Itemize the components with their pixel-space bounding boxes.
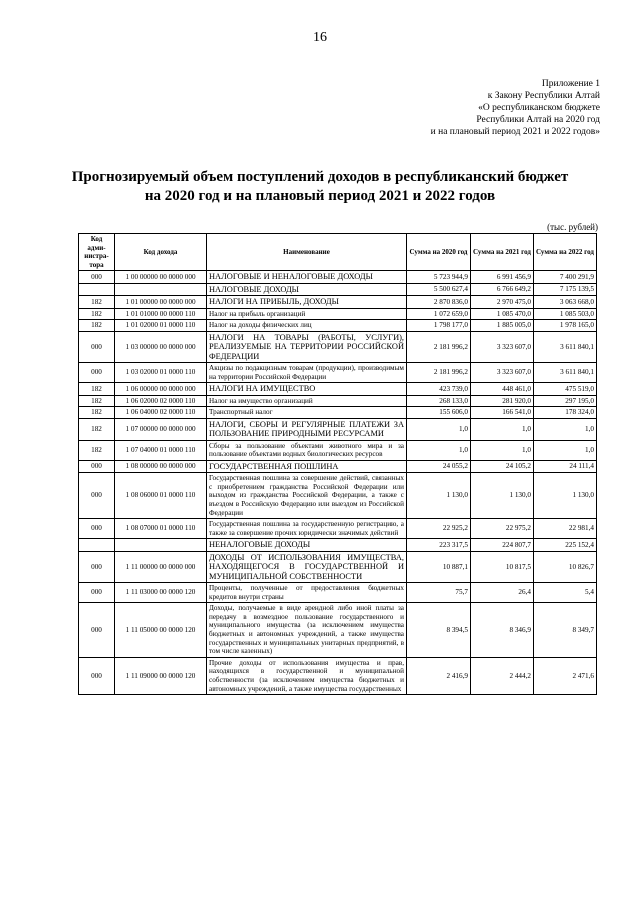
cell-income-code: 1 01 02000 01 0000 110: [115, 320, 207, 332]
cell-income-code: 1 11 00000 00 0000 000: [115, 551, 207, 582]
cell-admin-code: 000: [79, 271, 115, 283]
cell-sum-2021: 22 975,2: [471, 519, 534, 539]
cell-sum-2021: 6 766 649,2: [471, 283, 534, 295]
cell-name: Акцизы по подакцизным товарам (продукции), производимым на территории Российской Федерации: [207, 363, 407, 383]
appendix-line: и на плановый период 2021 и 2022 годов»: [430, 127, 600, 137]
cell-income-code: 1 03 02000 01 0000 110: [115, 363, 207, 383]
cell-sum-2022: 3 611 840,1: [534, 363, 597, 383]
cell-sum-2022: 5,4: [534, 582, 597, 602]
table-row: [79, 539, 597, 551]
cell-name: Налог на доходы физических лиц: [207, 320, 407, 332]
cell-sum-2021: 1 085 470,0: [471, 308, 534, 320]
cell-sum-2020: 2 416,9: [407, 657, 471, 694]
cell-sum-2022: 1,0: [534, 418, 597, 440]
table-row: [79, 331, 597, 362]
cell-name: НЕНАЛОГОВЫЕ ДОХОДЫ: [207, 539, 407, 551]
cell-sum-2020: 75,7: [407, 582, 471, 602]
cell-income-code: 1 00 00000 00 0000 000: [115, 271, 207, 283]
cell-sum-2020: 2 870 836,0: [407, 296, 471, 308]
cell-income-code: 1 01 00000 00 0000 000: [115, 296, 207, 308]
table-row: [79, 363, 597, 383]
cell-admin-code: 182: [79, 308, 115, 320]
cell-sum-2021: 166 541,0: [471, 407, 534, 419]
cell-sum-2022: 225 152,4: [534, 539, 597, 551]
cell-admin-code: 000: [79, 363, 115, 383]
table-row: [79, 418, 597, 440]
appendix-line: Республики Алтай на 2020 год: [476, 115, 600, 125]
cell-sum-2022: 1 085 503,0: [534, 308, 597, 320]
cell-sum-2022: 10 826,7: [534, 551, 597, 582]
cell-admin-code: [79, 539, 115, 551]
cell-sum-2022: 3 611 840,1: [534, 331, 597, 362]
table-row: [79, 582, 597, 602]
cell-admin-code: 000: [79, 657, 115, 694]
cell-income-code: 1 01 01000 00 0000 110: [115, 308, 207, 320]
appendix-line: «О республиканском бюджете: [478, 103, 600, 113]
cell-income-code: 1 08 00000 00 0000 000: [115, 460, 207, 472]
cell-sum-2022: 7 400 291,9: [534, 271, 597, 283]
cell-sum-2021: 6 991 456,9: [471, 271, 534, 283]
cell-sum-2020: 22 925,2: [407, 519, 471, 539]
cell-admin-code: 000: [79, 603, 115, 658]
cell-admin-code: 182: [79, 320, 115, 332]
cell-name: НАЛОГИ НА ИМУЩЕСТВО: [207, 383, 407, 395]
cell-income-code: 1 06 00000 00 0000 000: [115, 383, 207, 395]
cell-sum-2021: 1,0: [471, 440, 534, 460]
cell-sum-2022: 178 324,0: [534, 407, 597, 419]
cell-sum-2020: 1 798 177,0: [407, 320, 471, 332]
cell-income-code: 1 06 02000 02 0000 110: [115, 395, 207, 407]
cell-admin-code: 000: [79, 460, 115, 472]
cell-sum-2022: 1 130,0: [534, 473, 597, 519]
cell-name: Сборы за пользование объектами животного мира и за пользование объектами водных биологических ресурсов: [207, 440, 407, 460]
document-title: [60, 168, 580, 206]
page-number: 16: [313, 30, 327, 45]
cell-admin-code: 000: [79, 473, 115, 519]
cell-income-code: [115, 539, 207, 551]
cell-admin-code: 182: [79, 418, 115, 440]
header-income-code: Код дохода: [115, 234, 207, 271]
cell-income-code: 1 11 09000 00 0000 120: [115, 657, 207, 694]
table-row: [79, 283, 597, 295]
title-line: на 2020 год и на плановый период 2021 и 2022 годов: [144, 188, 496, 204]
table-row: [79, 296, 597, 308]
cell-sum-2020: 24 055,2: [407, 460, 471, 472]
cell-sum-2022: 1 978 165,0: [534, 320, 597, 332]
cell-admin-code: 182: [79, 383, 115, 395]
cell-sum-2021: 2 970 475,0: [471, 296, 534, 308]
cell-sum-2021: 1 885 005,0: [471, 320, 534, 332]
cell-sum-2021: 1,0: [471, 418, 534, 440]
cell-sum-2020: 8 394,5: [407, 603, 471, 658]
cell-sum-2020: 155 606,0: [407, 407, 471, 419]
appendix-line: к Закону Республики Алтай: [487, 91, 600, 101]
cell-admin-code: 000: [79, 519, 115, 539]
cell-sum-2021: 224 807,7: [471, 539, 534, 551]
cell-admin-code: 182: [79, 296, 115, 308]
cell-sum-2020: 2 181 996,2: [407, 363, 471, 383]
cell-income-code: 1 07 00000 00 0000 000: [115, 418, 207, 440]
table-row: [79, 440, 597, 460]
cell-sum-2021: 3 323 607,0: [471, 331, 534, 362]
table-row: [79, 320, 597, 332]
cell-sum-2020: 223 317,5: [407, 539, 471, 551]
table-row: [79, 657, 597, 694]
cell-sum-2021: 2 444,2: [471, 657, 534, 694]
cell-sum-2022: 22 981,4: [534, 519, 597, 539]
units-label: (тыс. рублей): [547, 222, 598, 232]
table-row: [79, 271, 597, 283]
cell-name: НАЛОГОВЫЕ ДОХОДЫ: [207, 283, 407, 295]
cell-sum-2022: 297 195,0: [534, 395, 597, 407]
cell-sum-2022: 8 349,7: [534, 603, 597, 658]
cell-name: НАЛОГИ НА ТОВАРЫ (РАБОТЫ, УСЛУГИ), РЕАЛИЗУЕМЫЕ НА ТЕРРИТОРИИ РОССИЙСКОЙ ФЕДЕРАЦИИ: [207, 331, 407, 362]
header-sum-2020: Сумма на 2020 год: [407, 234, 471, 271]
cell-sum-2020: 1,0: [407, 440, 471, 460]
cell-sum-2020: 1 072 659,0: [407, 308, 471, 320]
cell-sum-2020: 2 181 996,2: [407, 331, 471, 362]
cell-name: Прочие доходы от использования имущества и прав, находящихся в государственной и муниципальной собственности (за исключением имущества бюджетных и автономных учреждений, а также имущества государственных: [207, 657, 407, 694]
cell-sum-2021: 281 920,0: [471, 395, 534, 407]
cell-admin-code: 182: [79, 395, 115, 407]
cell-income-code: 1 08 07000 01 0000 110: [115, 519, 207, 539]
cell-name: Государственная пошлина за совершение действий, связанных с приобретением гражданства Российской Федерации или выходом из гражданства Российской Федерации, а также с въездом в Российскую Федерацию или выездом из Российской Федерации: [207, 473, 407, 519]
table-row: [79, 407, 597, 419]
header-sum-2021: Сумма на 2021 год: [471, 234, 534, 271]
cell-admin-code: 182: [79, 440, 115, 460]
cell-income-code: 1 07 04000 01 0000 110: [115, 440, 207, 460]
cell-name: ГОСУДАРСТВЕННАЯ ПОШЛИНА: [207, 460, 407, 472]
cell-sum-2022: 7 175 139,5: [534, 283, 597, 295]
cell-income-code: 1 11 05000 00 0000 120: [115, 603, 207, 658]
cell-income-code: 1 08 06000 01 0000 110: [115, 473, 207, 519]
cell-sum-2021: 10 817,5: [471, 551, 534, 582]
cell-sum-2022: 1,0: [534, 440, 597, 460]
table-header-row: [79, 234, 597, 271]
cell-sum-2022: 475 519,0: [534, 383, 597, 395]
table-row: [79, 551, 597, 582]
cell-sum-2022: 3 063 668,0: [534, 296, 597, 308]
cell-sum-2020: 5 500 627,4: [407, 283, 471, 295]
cell-name: Проценты, полученные от предоставления бюджетных кредитов внутри страны: [207, 582, 407, 602]
table-row: [79, 383, 597, 395]
cell-name: Налог на прибыль организаций: [207, 308, 407, 320]
title-line: Прогнозируемый объем поступлений доходов в республиканский бюджет: [71, 169, 569, 185]
table-row: [79, 308, 597, 320]
cell-sum-2020: 1,0: [407, 418, 471, 440]
cell-sum-2021: 3 323 607,0: [471, 363, 534, 383]
appendix-block: [431, 78, 600, 138]
cell-sum-2021: 26,4: [471, 582, 534, 602]
cell-sum-2021: 24 105,2: [471, 460, 534, 472]
cell-name: Доходы, получаемые в виде арендной либо иной платы за передачу в возмездное пользование государственного и муниципального имущества (за исключением имущества бюджетных и автономных учреждений, а также имущества государственных и муниципальных унитарных предприятий, в том числе казенных): [207, 603, 407, 658]
cell-income-code: 1 11 03000 00 0000 120: [115, 582, 207, 602]
cell-name: НАЛОГОВЫЕ И НЕНАЛОГОВЫЕ ДОХОДЫ: [207, 271, 407, 283]
cell-sum-2021: 448 461,0: [471, 383, 534, 395]
cell-sum-2021: 8 346,9: [471, 603, 534, 658]
header-sum-2022: Сумма на 2022 год: [534, 234, 597, 271]
cell-admin-code: 000: [79, 331, 115, 362]
cell-admin-code: 182: [79, 407, 115, 419]
table-row: [79, 519, 597, 539]
cell-name: Налог на имущество организаций: [207, 395, 407, 407]
cell-name: Транспортный налог: [207, 407, 407, 419]
cell-name: НАЛОГИ НА ПРИБЫЛЬ, ДОХОДЫ: [207, 296, 407, 308]
cell-sum-2020: 1 130,0: [407, 473, 471, 519]
cell-sum-2020: 5 723 944,9: [407, 271, 471, 283]
cell-admin-code: 000: [79, 582, 115, 602]
cell-sum-2021: 1 130,0: [471, 473, 534, 519]
cell-sum-2022: 24 111,4: [534, 460, 597, 472]
cell-income-code: [115, 283, 207, 295]
cell-sum-2022: 2 471,6: [534, 657, 597, 694]
table-row: [79, 603, 597, 658]
table-row: [79, 395, 597, 407]
header-name: Наименование: [207, 234, 407, 271]
cell-income-code: 1 06 04000 02 0000 110: [115, 407, 207, 419]
cell-admin-code: [79, 283, 115, 295]
cell-sum-2020: 423 739,0: [407, 383, 471, 395]
appendix-line: Приложение 1: [541, 79, 600, 89]
cell-name: Государственная пошлина за государственную регистрацию, а также за совершение прочих юридически значимых действий: [207, 519, 407, 539]
cell-name: ДОХОДЫ ОТ ИСПОЛЬЗОВАНИЯ ИМУЩЕСТВА, НАХОДЯЩЕГОСЯ В ГОСУДАРСТВЕННОЙ И МУНИЦИПАЛЬНОЙ СОБСТВЕННОСТИ: [207, 551, 407, 582]
cell-sum-2020: 10 887,1: [407, 551, 471, 582]
table-row: [79, 473, 597, 519]
table-row: [79, 460, 597, 472]
cell-sum-2020: 268 133,0: [407, 395, 471, 407]
cell-name: НАЛОГИ, СБОРЫ И РЕГУЛЯРНЫЕ ПЛАТЕЖИ ЗА ПОЛЬЗОВАНИЕ ПРИРОДНЫМИ РЕСУРСАМИ: [207, 418, 407, 440]
revenue-table: [78, 233, 597, 695]
header-admin-code: Код адми-нистра-тора: [79, 234, 115, 271]
cell-income-code: 1 03 00000 00 0000 000: [115, 331, 207, 362]
cell-admin-code: 000: [79, 551, 115, 582]
